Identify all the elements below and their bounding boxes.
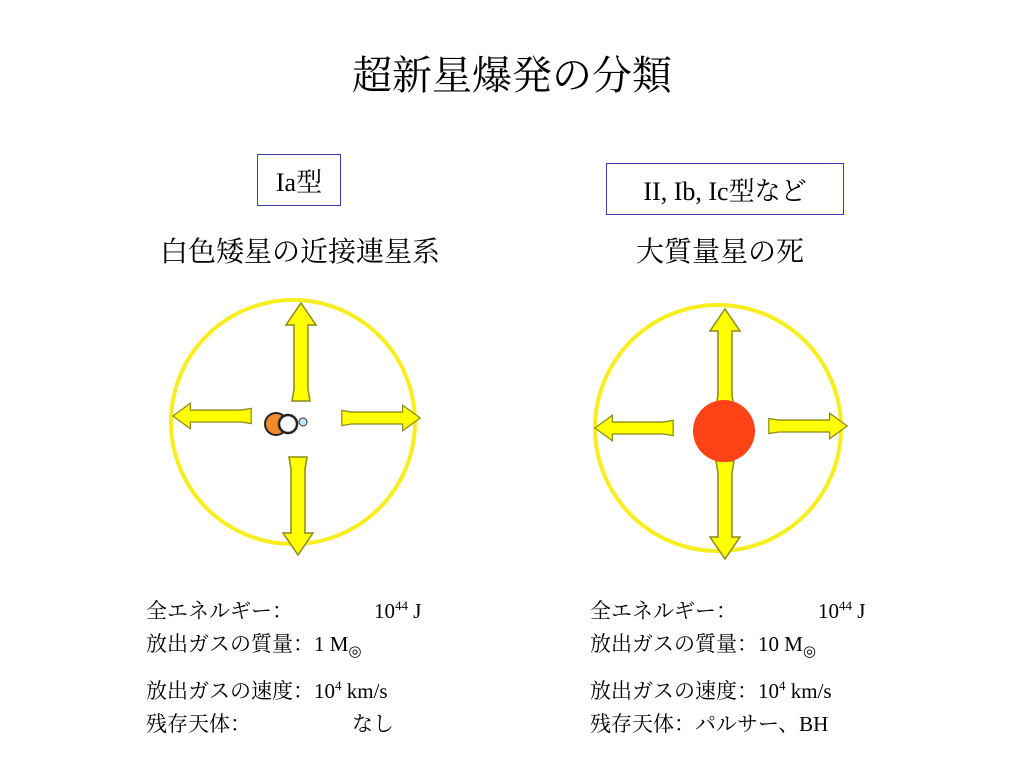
left-arrow-up — [286, 303, 316, 401]
right-energy-value: $10^{44}$ J — [818, 598, 866, 623]
right-arrow-down — [710, 461, 740, 559]
right-diagram — [595, 305, 847, 559]
right-speed-value: $10^4$ km/s — [758, 678, 832, 704]
right-energy-label: 全エネルギー： — [590, 599, 737, 623]
left-energy-row — [146, 589, 421, 628]
right-arrow-up — [710, 309, 740, 407]
right-mass-value: 10 $M_◎$ — [758, 632, 817, 661]
right-mass-label: 放出ガスの質量： — [590, 632, 758, 656]
left-mass-value: 1 $M_◎$ — [314, 632, 362, 661]
left-mass-label: 放出ガスの質量： — [146, 632, 314, 656]
right-speed-label: 放出ガスの速度： — [590, 679, 758, 704]
small-companion-star — [299, 418, 307, 426]
left-mass-row — [146, 628, 421, 669]
left-remnant-row — [146, 708, 421, 741]
left-arrow-left — [173, 403, 251, 429]
right-stats — [590, 589, 865, 741]
right-remnant-label: 残存天体： — [590, 712, 695, 737]
left-diagram — [171, 300, 420, 555]
right-arrow-left — [595, 415, 673, 441]
type-ii-label: II, Ib, Ic型など — [643, 176, 807, 206]
right-remnant-row — [590, 708, 865, 741]
slide-title: 超新星爆発の分類 — [352, 53, 672, 99]
left-arrow-right — [342, 405, 420, 431]
left-energy-value: $10^{44}$ J — [374, 598, 422, 623]
right-arrow-right — [769, 413, 847, 439]
left-stats — [146, 589, 421, 741]
left-speed-value: $10^4$ km/s — [314, 678, 388, 704]
left-subtitle: 白色矮星の近接連星系 — [159, 235, 440, 268]
white-dwarf-star — [279, 415, 297, 433]
left-remnant-value: なし — [352, 712, 394, 737]
right-energy-row — [590, 589, 865, 628]
type-ia-label: Ia型 — [275, 167, 323, 197]
right-mass-row — [590, 628, 865, 669]
right-speed-row — [590, 669, 865, 708]
right-remnant-value-bh: BH — [799, 712, 829, 737]
left-arrow-down — [283, 457, 313, 555]
left-speed-label: 放出ガスの速度： — [146, 679, 314, 704]
right-remnant-value: パルサー、 — [695, 712, 800, 737]
left-energy-label: 全エネルギー： — [146, 599, 293, 623]
left-remnant-label: 残存天体： — [146, 712, 251, 737]
right-subtitle: 大質量星の死 — [635, 235, 804, 268]
massive-star — [693, 400, 755, 462]
left-speed-row — [146, 669, 421, 708]
